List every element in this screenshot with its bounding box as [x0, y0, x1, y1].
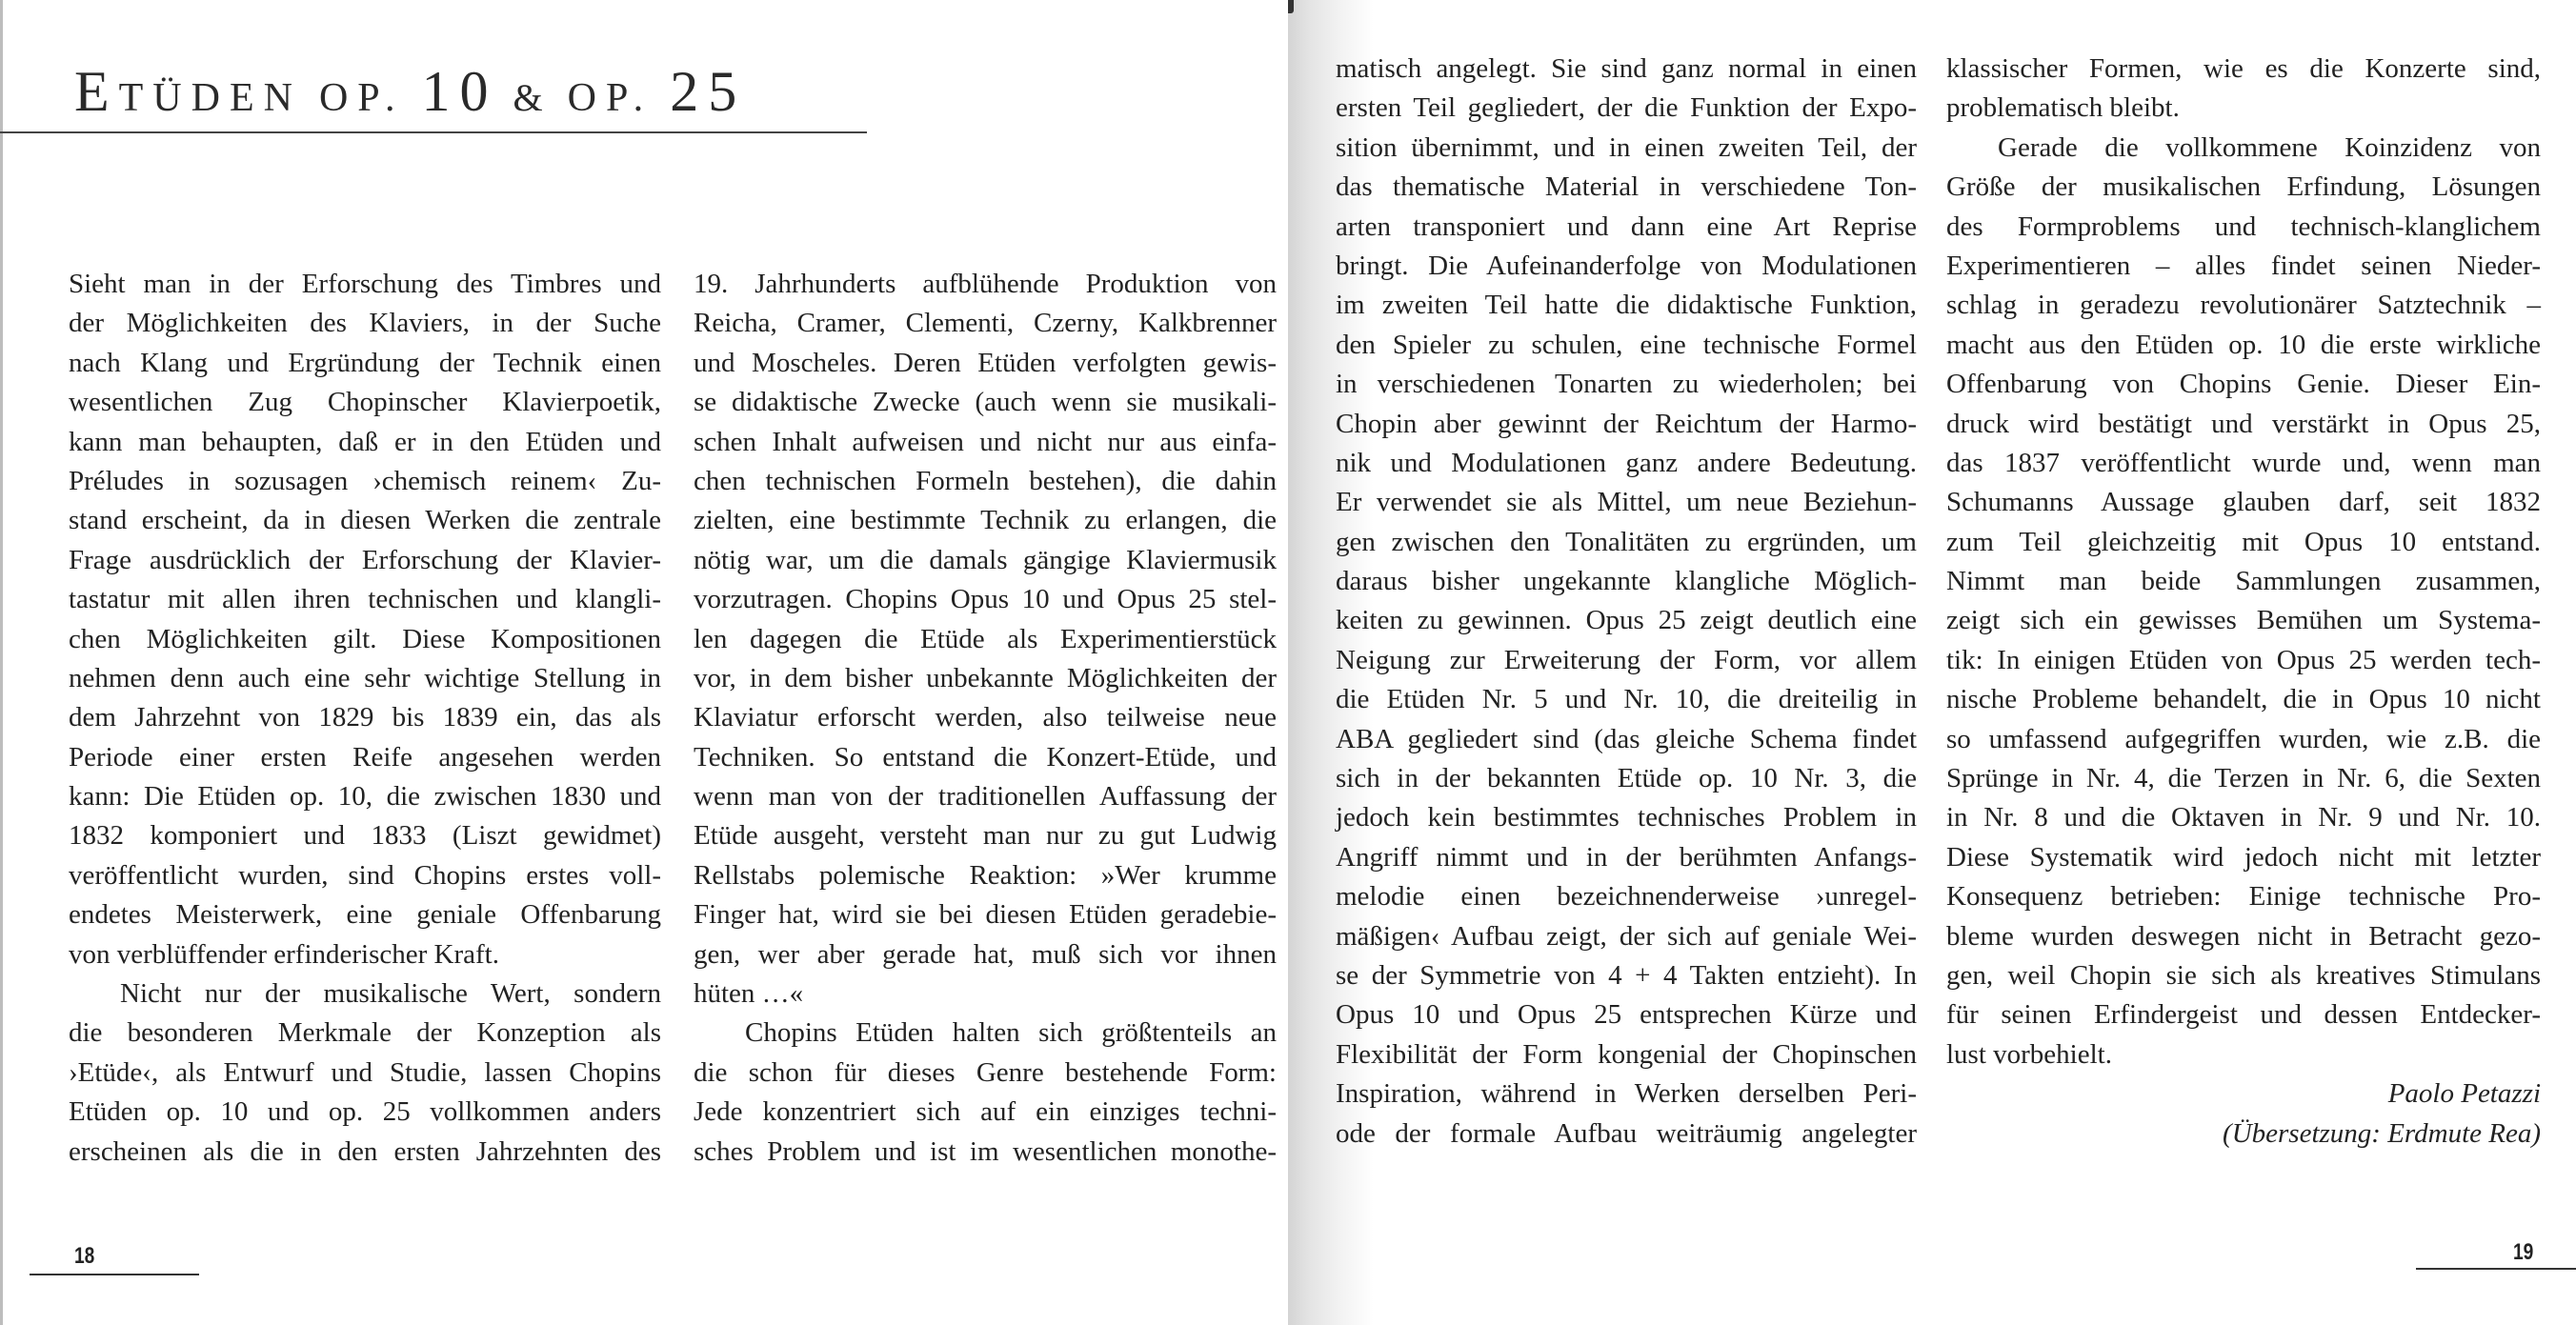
translator-credit: (Übersetzung: Erdmute Rea): [2223, 1117, 2541, 1149]
text-line: nik und Modulationen ganz andere Bedeutung.: [1336, 447, 1917, 478]
title-initial: E: [74, 60, 119, 123]
text-line: das thematische Material in verschiedene Ton-: [1336, 171, 1917, 203]
text-line: ›Etüde‹, als Entwurf und Studie, lassen Chopins: [69, 1056, 661, 1088]
text-line: Nimmt man beide Sammlungen zusammen,: [1946, 566, 2541, 597]
page-number-right: 19: [2513, 1239, 2534, 1265]
text-line: Experimentieren – alles findet seinen Nieder-: [1946, 250, 2541, 281]
text-line: Schumanns Aussage glauben darf, seit 1832: [1946, 487, 2541, 518]
text-line: sches Problem und ist im wesentlichen monothe-: [694, 1135, 1277, 1167]
text-line: schlag in geradezu revolutionärer Satztechnik –: [1946, 290, 2541, 321]
text-line: kann: Die Etüden op. 10, die zwischen 1830 und: [69, 781, 661, 813]
text-line: das 1837 veröffentlicht wurde und, wenn man: [1946, 447, 2541, 478]
text-line: Diese Systematik wird jedoch nicht mit letzter: [1946, 841, 2541, 873]
text-line: in verschiedenen Tonarten zu wiederholen; bei: [1336, 369, 1917, 400]
text-line: sich in der bekannten Etüde op. 10 Nr. 3, die: [1336, 763, 1917, 794]
text-line: sition übernimmt, und in einen zweiten Teil, der: [1336, 131, 1917, 163]
text-line: Periode einer ersten Reife angesehen werden: [69, 741, 661, 773]
text-line: Frage ausdrücklich der Erforschung der Klavier-: [69, 544, 661, 575]
text-line: tastatur mit allen ihren technischen und klangli-: [69, 584, 661, 615]
text-line: mäßigen‹ Aufbau zeigt, der sich auf geniale Wei-: [1336, 920, 1917, 952]
text-line: Opus 10 und Opus 25 entsprechen Kürze und: [1336, 999, 1917, 1031]
text-column-4: [1946, 50, 2541, 1154]
text-line: der Möglichkeiten des Klaviers, in der Suche: [69, 308, 661, 339]
text-line: von verblüffender erfinderischer Kraft.: [69, 938, 499, 970]
text-line: schen Inhalt aufweisen und nicht nur aus einfa-: [694, 426, 1277, 457]
text-line: jedoch kein bestimmtes technisches Problem in: [1336, 802, 1917, 833]
text-line: druck wird bestätigt und verstärkt in Opus 25,: [1946, 408, 2541, 439]
text-line: Finger hat, wird sie bei diesen Etüden geradebie-: [694, 899, 1277, 931]
text-line: Chopins Etüden halten sich größtenteils an: [745, 1017, 1277, 1049]
text-line: matisch angelegt. Sie sind ganz normal in einen: [1336, 53, 1917, 84]
text-line: endetes Meisterwerk, eine geniale Offenbarung: [69, 899, 661, 931]
text-line: und Moscheles. Deren Etüden verfolgten gewis-: [694, 347, 1277, 378]
text-line: Er verwendet sie als Mittel, um neue Beziehun-: [1336, 487, 1917, 518]
text-line: arten transponiert und dann eine Art Reprise: [1336, 211, 1917, 242]
text-line: zeigt sich ein gewisses Bemühen um Systema-: [1946, 605, 2541, 636]
text-line: für seinen Erfindergeist und dessen Entdecker-: [1946, 999, 2541, 1031]
text-line: gen, wer aber gerade hat, muß sich vor ihnen: [694, 938, 1277, 970]
text-line: daraus bisher ungekannte klangliche Möglich-: [1336, 566, 1917, 597]
text-column-1: [69, 265, 661, 1172]
text-line: chen Möglichkeiten gilt. Diese Kompositionen: [69, 623, 661, 654]
text-line: so umfassend aufgegriffen wurden, wie z.B. die: [1946, 723, 2541, 754]
text-line: Techniken. So entstand die Konzert-Etüde, und: [694, 741, 1277, 773]
text-line: stand erscheint, da in diesen Werken die zentrale: [69, 505, 661, 536]
text-line: Sieht man in der Erforschung des Timbres und: [69, 269, 661, 299]
text-line: nach Klang und Ergründung der Technik einen: [69, 347, 661, 378]
text-line: klassischer Formen, wie es die Konzerte sind,: [1946, 53, 2541, 84]
text-line: die besonderen Merkmale der Konzeption als: [69, 1017, 661, 1049]
page-number-rule-left: [30, 1274, 199, 1275]
text-line: zielten, eine bestimmte Technik zu erlangen, die: [694, 505, 1277, 536]
title-number-1: 10: [421, 60, 498, 123]
text-line: chen technischen Formeln bestehen), die dahin: [694, 465, 1277, 496]
text-line: die Etüden Nr. 5 und Nr. 10, die dreiteilig in: [1336, 684, 1917, 715]
text-line: nische Probleme behandelt, die in Opus 10 nicht: [1946, 684, 2541, 715]
text-line: keiten zu gewinnen. Opus 25 zeigt deutlich eine: [1336, 605, 1917, 636]
text-line: veröffentlicht wurden, sind Chopins erstes voll-: [69, 859, 661, 891]
text-line: den Spieler zu schulen, eine technische Formel: [1336, 329, 1917, 360]
title-number-2: 25: [670, 60, 747, 123]
text-line: Neigung zur Erweiterung der Form, vor allem: [1336, 644, 1917, 675]
title-rule: [0, 131, 867, 133]
title-op-1: OP.: [318, 76, 405, 120]
text-column-2: [694, 265, 1277, 1172]
title-ampersand: &: [513, 76, 553, 119]
text-line: vorzutragen. Chopins Opus 10 und Opus 25 stel-: [694, 584, 1277, 615]
text-line: gen zwischen den Tonalitäten zu ergründen, um: [1336, 526, 1917, 557]
text-line: zum Teil gleichzeitig mit Opus 10 entstand.: [1946, 526, 2541, 557]
text-line: lust vorbehielt.: [1946, 1038, 2112, 1070]
text-line: dem Jahrzehnt von 1829 bis 1839 ein, das als: [69, 702, 661, 733]
text-line: hüten …«: [694, 978, 804, 1010]
title-op-2: OP.: [567, 76, 654, 120]
text-line: bringt. Die Aufeinanderfolge von Modulationen: [1336, 250, 1917, 281]
text-line: kann man behaupten, daß er in den Etüden und: [69, 426, 661, 457]
text-line: 1832 komponiert und 1833 (Liszt gewidmet): [69, 820, 661, 852]
text-line: Offenbarung von Chopins Genie. Dieser Ein-: [1946, 369, 2541, 400]
text-line: Gerade die vollkommene Koinzidenz von: [1998, 131, 2541, 163]
author-credit: Paolo Petazzi: [2387, 1078, 2541, 1110]
text-line: ode der formale Aufbau weiträumig angelegter: [1336, 1117, 1917, 1149]
text-line: se der Symmetrie von 4 + 4 Takten entzieht). In: [1336, 959, 1917, 991]
text-line: vor, in dem bisher unbekannte Möglichkeiten der: [694, 662, 1277, 693]
text-line: macht aus den Etüden op. 10 die erste wirkliche: [1946, 329, 2541, 360]
text-line: ersten Teil gegliedert, der die Funktion der Expo-: [1336, 92, 1917, 124]
text-line: bleme wurden deswegen nicht in Betracht gezo-: [1946, 920, 2541, 952]
page-number-left: 18: [74, 1243, 95, 1269]
text-line: Chopin aber gewinnt der Reichtum der Harmo-: [1336, 408, 1917, 439]
text-line: ABA gegliedert sind (das gleiche Schema findet: [1336, 723, 1917, 754]
text-line: des Formproblems und technisch-klanglichem: [1946, 211, 2541, 242]
text-line: erscheinen als die in den ersten Jahrzehnten des: [69, 1135, 661, 1167]
text-line: Reicha, Cramer, Clementi, Czerny, Kalkbrenner: [694, 308, 1277, 339]
text-line: wenn man von der traditionellen Auffassung der: [694, 781, 1277, 813]
text-line: 19. Jahrhunderts aufblühende Produktion von: [694, 269, 1277, 299]
text-line: in Nr. 8 und die Oktaven in Nr. 9 und Nr. 10.: [1946, 802, 2541, 833]
text-line: die schon für dieses Genre bestehende Form:: [694, 1056, 1277, 1088]
gutter-mark: [1288, 0, 1294, 13]
text-line: Sprünge in Nr. 4, die Terzen in Nr. 6, die Sexten: [1946, 763, 2541, 794]
text-line: len dagegen die Etüde als Experimentierstück: [694, 623, 1277, 654]
text-line: Préludes in sozusagen ›chemisch reinem‹ Zu-: [69, 465, 661, 496]
text-line: wesentlichen Zug Chopinscher Klavierpoetik,: [69, 387, 661, 418]
text-line: im zweiten Teil hatte die didaktische Funktion,: [1336, 290, 1917, 321]
text-line: Etüden op. 10 und op. 25 vollkommen anders: [69, 1096, 661, 1128]
page-number-rule-right: [2416, 1268, 2576, 1270]
text-line: Inspiration, während in Werken derselben Peri-: [1336, 1078, 1917, 1110]
scan-edge: [0, 0, 3, 1325]
text-line: Jede konzentriert sich auf ein einziges techni-: [694, 1096, 1277, 1128]
text-column-3: [1336, 50, 1917, 1154]
text-line: melodie einen bezeichnenderweise ›unregel-: [1336, 881, 1917, 913]
text-line: Klaviatur erforscht werden, also teilweise neue: [694, 702, 1277, 733]
text-line: problematisch bleibt.: [1946, 92, 2180, 124]
text-line: Rellstabs polemische Reaktion: »Wer krumme: [694, 859, 1277, 891]
text-line: se didaktische Zwecke (auch wenn sie musikali-: [694, 387, 1277, 418]
text-line: nehmen denn auch eine sehr wichtige Stellung in: [69, 662, 661, 693]
text-line: Größe der musikalischen Erfindung, Lösungen: [1946, 171, 2541, 203]
text-line: Angriff nimmt und in der berühmten Anfangs-: [1336, 841, 1917, 873]
text-line: nötig war, um die damals gängige Klaviermusik: [694, 544, 1277, 575]
text-line: Konsequenz betrieben: Einige technische Pro-: [1946, 881, 2541, 913]
text-line: tik: In einigen Etüden von Opus 25 werden tech-: [1946, 644, 2541, 675]
text-line: gen, weil Chopin sie sich als kreatives Stimulans: [1946, 959, 2541, 991]
title-word: TÜDEN: [118, 76, 302, 120]
text-line: Flexibilität der Form kongenial der Chopinschen: [1336, 1038, 1917, 1070]
page-title: [74, 60, 747, 123]
text-line: Etüde ausgeht, versteht man nur zu gut Ludwig: [694, 820, 1277, 852]
text-line: Nicht nur der musikalische Wert, sondern: [120, 978, 661, 1010]
